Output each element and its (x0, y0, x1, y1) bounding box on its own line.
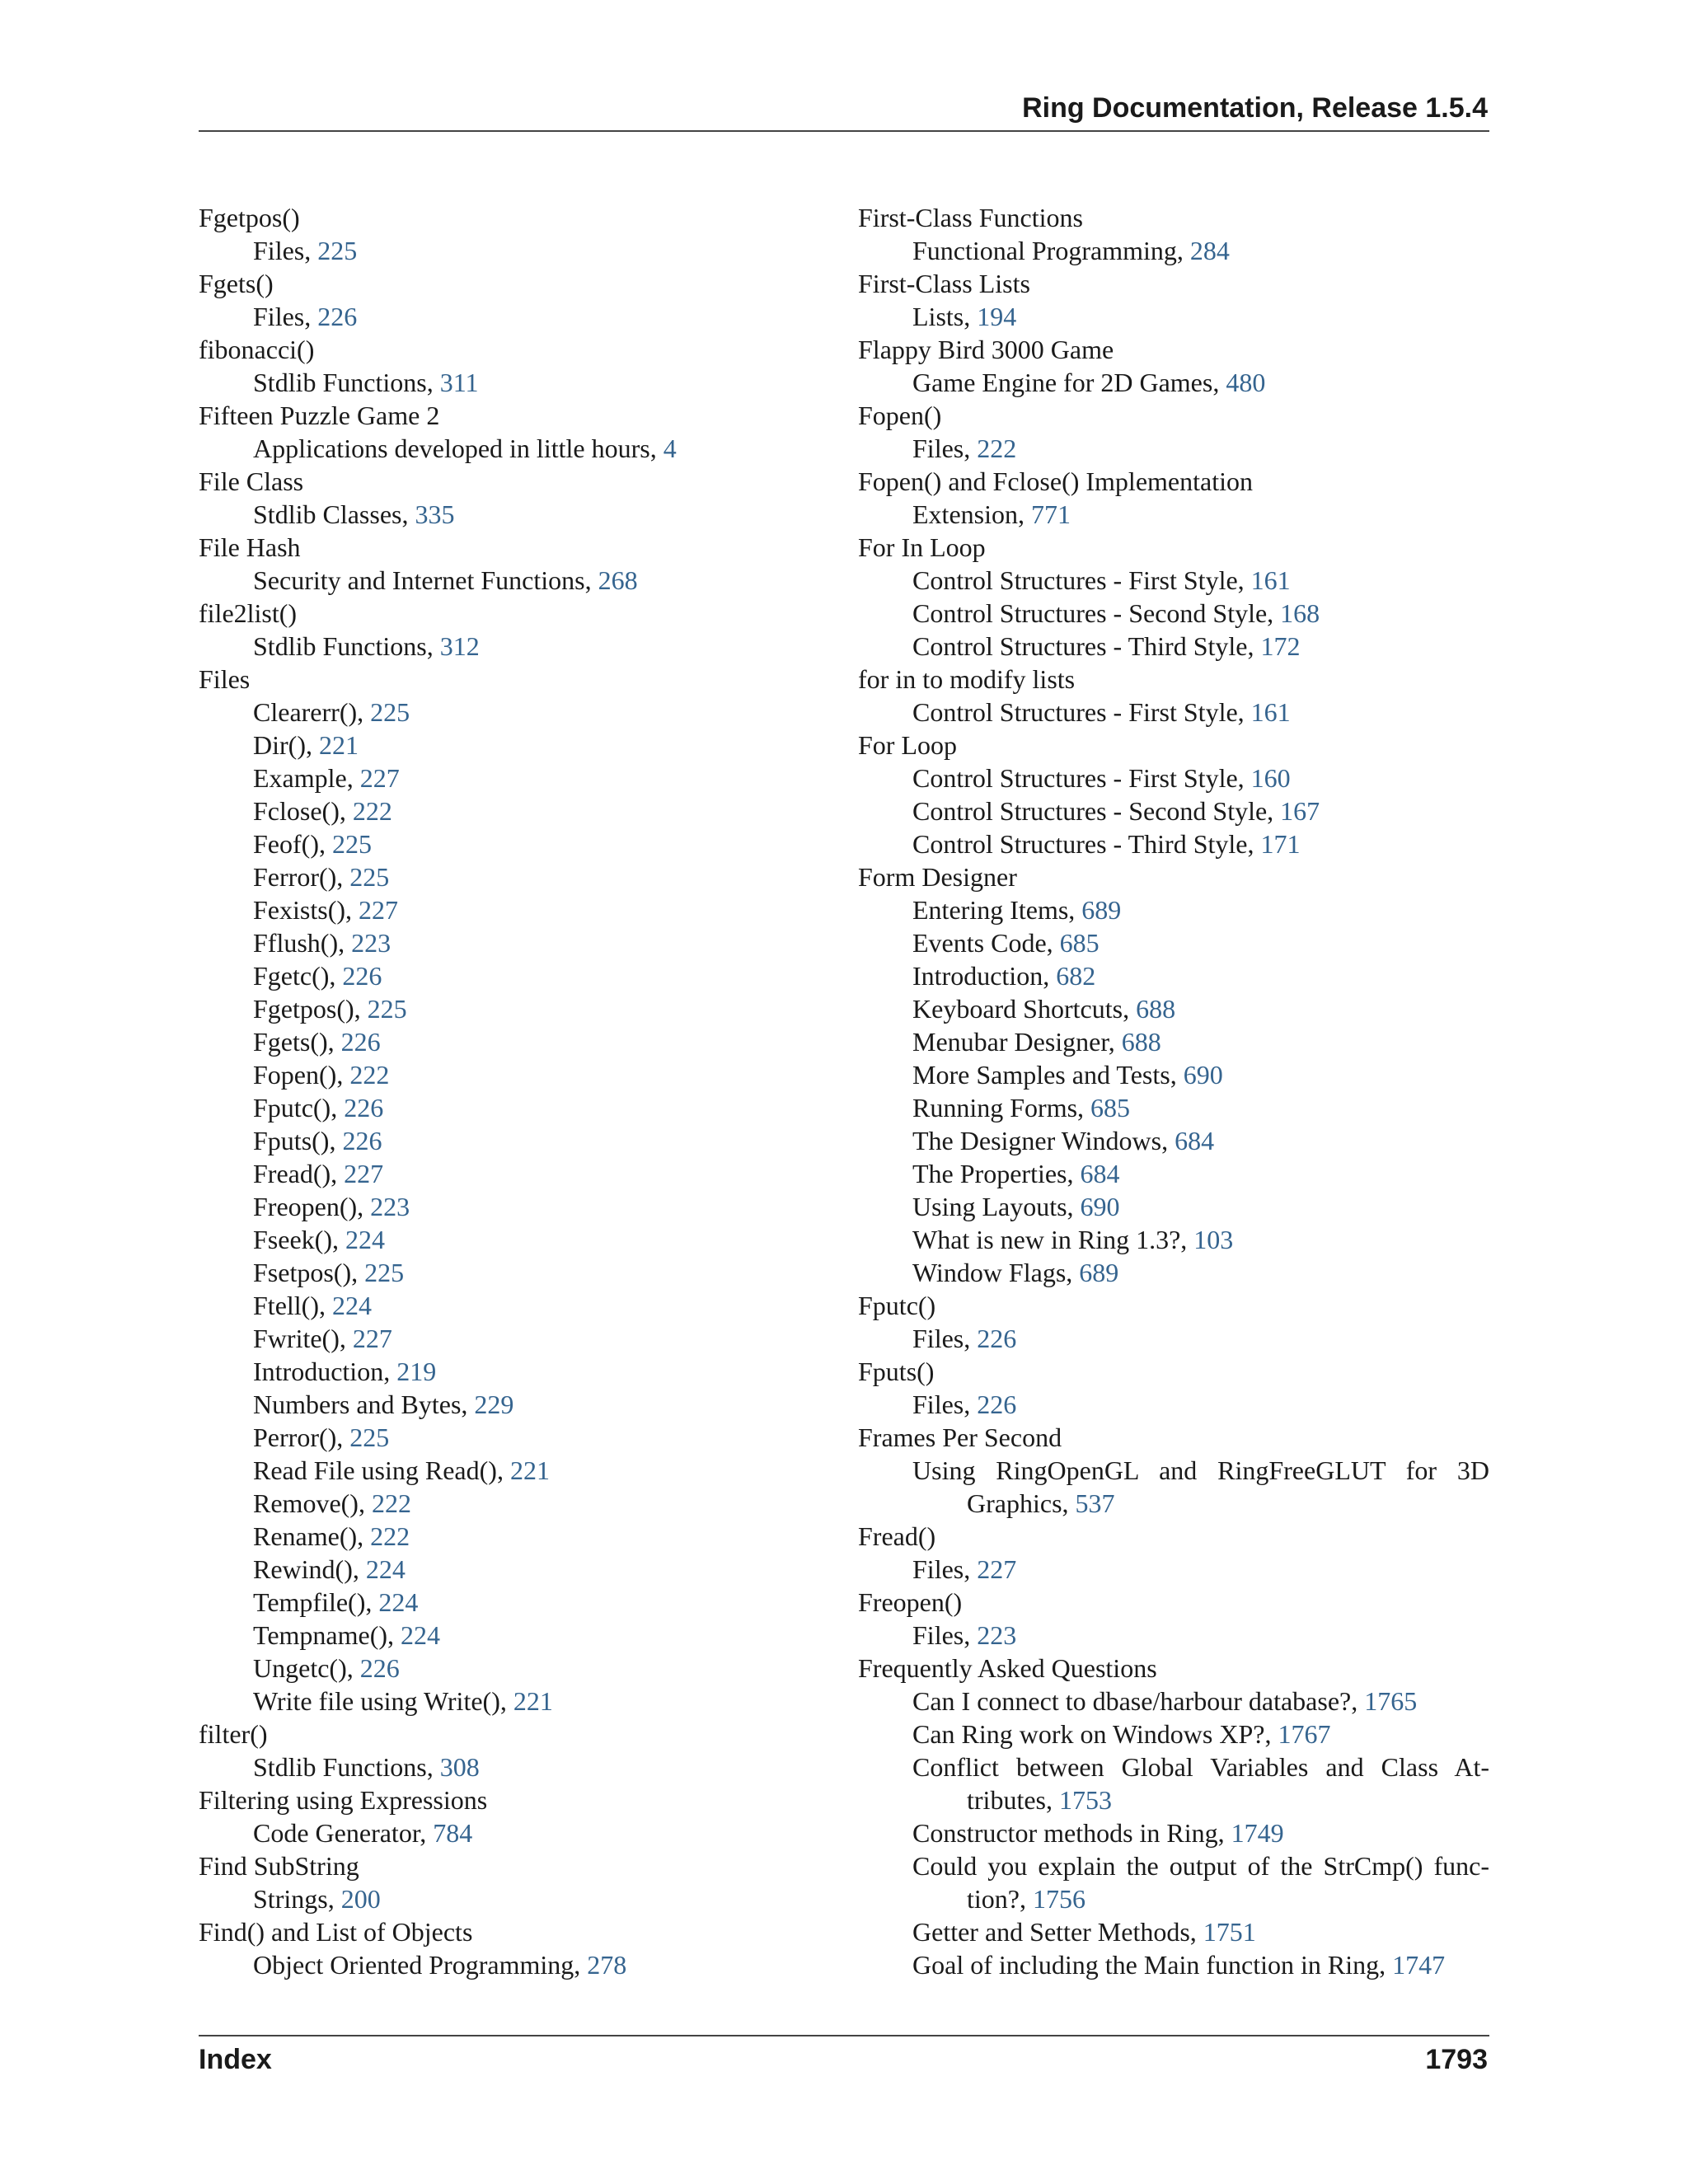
index-term: For Loop (858, 730, 957, 760)
index-subentry (199, 630, 792, 663)
page-link[interactable]: 226 (359, 1653, 400, 1683)
page-link[interactable]: 1753 (1058, 1785, 1112, 1815)
page-link[interactable]: 226 (344, 1093, 384, 1122)
subentry-label: Ftell(), (253, 1291, 332, 1320)
subentry-label: Window Flags, (912, 1258, 1080, 1287)
index-subentry (199, 1750, 792, 1783)
index-subentry (199, 794, 792, 827)
page-link[interactable]: 222 (349, 1060, 390, 1090)
index-subentry (858, 234, 1489, 267)
page-link[interactable]: 200 (340, 1884, 381, 1914)
index-subentry (199, 1124, 792, 1157)
index-entry (858, 729, 1489, 860)
page-link[interactable]: 171 (1260, 829, 1301, 859)
page-link[interactable]: 223 (370, 1192, 410, 1221)
index-subentry (858, 366, 1489, 399)
subentry-label: Fgets(), (253, 1027, 341, 1057)
index-subentry (199, 1157, 792, 1190)
page-link[interactable]: 229 (474, 1390, 514, 1419)
index-term: Fputs() (858, 1357, 935, 1386)
index-subentry (199, 926, 792, 959)
page-link[interactable]: 227 (352, 1324, 392, 1353)
index-subentry (199, 762, 792, 794)
index-entry (858, 1289, 1489, 1355)
subentry-label: More Samples and Tests, (912, 1060, 1184, 1090)
index-subentry (858, 1388, 1489, 1421)
subentry-label: Fputc(), (253, 1093, 345, 1122)
page-link[interactable]: 161 (1250, 697, 1291, 727)
subentry-label: Fgetc(), (253, 961, 343, 991)
subentry-label: Events Code, (912, 928, 1060, 958)
index-subentry (858, 300, 1489, 333)
page-link[interactable]: 284 (1189, 236, 1230, 265)
index-subentry (199, 1586, 792, 1619)
subentry-label: Files, (912, 1554, 978, 1584)
index-entry (858, 860, 1489, 1289)
page-link[interactable]: 1767 (1278, 1719, 1331, 1749)
page-link[interactable]: 226 (977, 1324, 1017, 1353)
page-link[interactable]: 784 (433, 1818, 473, 1848)
index-subentry (199, 1553, 792, 1586)
subentry-label: Write file using Write(), (253, 1686, 513, 1716)
index-subentry (858, 827, 1489, 860)
subentry-label: Using RingOpenGL and RingFreeGLUT for 3D Graphics, (912, 1455, 1489, 1518)
page-link[interactable]: 225 (349, 1422, 390, 1452)
index-subentry (858, 1915, 1489, 1948)
index-subentry (858, 992, 1489, 1025)
subentry-label: Feof(), (253, 829, 332, 859)
page-link[interactable]: 480 (1226, 368, 1266, 397)
index-entry (199, 1783, 792, 1849)
page-link[interactable]: 311 (439, 368, 479, 397)
page-link[interactable]: 161 (1250, 565, 1291, 595)
subentry-label: Rewind(), (253, 1554, 366, 1584)
page-link[interactable]: 226 (317, 302, 358, 331)
page-link[interactable]: 222 (370, 1521, 410, 1551)
page-link[interactable]: 308 (439, 1752, 480, 1782)
index-term: fibonacci() (199, 335, 315, 364)
index-subentry (858, 926, 1489, 959)
page-link[interactable]: 224 (365, 1554, 406, 1584)
page-link[interactable]: 221 (318, 730, 359, 760)
page-link[interactable]: 688 (1136, 994, 1176, 1024)
index-subentry (858, 1948, 1489, 1981)
index-subentry (199, 1948, 792, 1981)
index-subentry (858, 1025, 1489, 1058)
index-subentry (858, 794, 1489, 827)
index-subentry (858, 1157, 1489, 1190)
subentry-label: What is new in Ring 1.3?, (912, 1225, 1194, 1254)
index-entry (858, 399, 1489, 465)
subentry-label: Read File using Read(), (253, 1455, 510, 1485)
index-entry (199, 201, 792, 267)
page-link[interactable]: 685 (1059, 928, 1100, 958)
index-subentry (199, 1058, 792, 1091)
subentry-label: Stdlib Functions, (253, 368, 440, 397)
subentry-label: Fread(), (253, 1159, 345, 1188)
index-subentry (199, 1256, 792, 1289)
subentry-label: Can Ring work on Windows XP?, (912, 1719, 1278, 1749)
page-link[interactable]: 689 (1081, 895, 1122, 925)
page-link[interactable]: 682 (1056, 961, 1096, 991)
index-subentry (199, 1190, 792, 1223)
index-subentry (858, 498, 1489, 531)
subentry-label: Files, (912, 434, 978, 463)
index-subentry (199, 498, 792, 531)
index-subentry (199, 1652, 792, 1685)
page-link[interactable]: 225 (367, 994, 407, 1024)
index-term: For In Loop (858, 532, 986, 562)
index-subentry (199, 234, 792, 267)
index-entry (199, 465, 792, 531)
page-link[interactable]: 223 (977, 1620, 1017, 1650)
index-term: filter() (199, 1719, 268, 1749)
page-link[interactable]: 225 (364, 1258, 405, 1287)
index-subentry (858, 1553, 1489, 1586)
page-link[interactable]: 226 (340, 1027, 381, 1057)
subentry-label: The Properties, (912, 1159, 1081, 1188)
subentry-label: Fseek(), (253, 1225, 345, 1254)
index-entry (199, 399, 792, 465)
page-link[interactable]: 225 (317, 236, 358, 265)
index-entry (858, 663, 1489, 729)
subentry-label: Remove(), (253, 1488, 372, 1518)
subentry-label: Security and Internet Functions, (253, 565, 598, 595)
index-subentry (199, 1223, 792, 1256)
page-link[interactable]: 688 (1121, 1027, 1161, 1057)
footer-rule (199, 2035, 1489, 2036)
index-term: Freopen() (858, 1587, 963, 1617)
subentry-label: Running Forms, (912, 1093, 1091, 1122)
index-subentry (199, 1091, 792, 1124)
page-link[interactable]: 222 (352, 796, 392, 826)
index-column-left (199, 201, 792, 1981)
subentry-label: Fputs(), (253, 1126, 343, 1155)
index-term: Frames Per Second (858, 1422, 1062, 1452)
header-rule (199, 130, 1489, 132)
subentry-label: Stdlib Classes, (253, 499, 415, 529)
subentry-label: Goal of including the Main function in Ring, (912, 1950, 1393, 1980)
index-subentry (858, 1058, 1489, 1091)
index-term: Flappy Bird 3000 Game (858, 335, 1114, 364)
index-subentry (199, 564, 792, 597)
index-entry (858, 465, 1489, 531)
index-subentry (858, 1816, 1489, 1849)
subentry-label: Dir(), (253, 730, 319, 760)
subentry-label: Example, (253, 763, 360, 793)
index-subentry (858, 432, 1489, 465)
index-term: First-Class Lists (858, 269, 1030, 298)
index-subentry (858, 959, 1489, 992)
index-entry (858, 531, 1489, 663)
page-link[interactable]: 335 (415, 499, 455, 529)
subentry-label: Clearerr(), (253, 697, 371, 727)
page-link[interactable]: 194 (977, 302, 1017, 331)
index-subentry (199, 1816, 792, 1849)
subentry-label: Fwrite(), (253, 1324, 353, 1353)
index-subentry (199, 992, 792, 1025)
page-link[interactable]: 690 (1080, 1192, 1120, 1221)
index-subentry (199, 860, 792, 893)
subentry-label: Files, (912, 1324, 978, 1353)
index-term: Fopen() and Fclose() Implementation (858, 466, 1253, 496)
index-subentry (199, 1882, 792, 1915)
index-entry (199, 597, 792, 663)
page-link[interactable]: 1749 (1231, 1818, 1284, 1848)
index-subentry (858, 1454, 1489, 1520)
index-entry (199, 1849, 792, 1915)
subentry-label: Using Layouts, (912, 1192, 1081, 1221)
index-term: Fgets() (199, 269, 274, 298)
index-subentry (858, 1718, 1489, 1750)
page-link[interactable]: 221 (509, 1455, 550, 1485)
page-link[interactable]: 1756 (1032, 1884, 1085, 1914)
page-link[interactable]: 226 (977, 1390, 1017, 1419)
subentry-label: Rename(), (253, 1521, 371, 1551)
subentry-label: Getter and Setter Methods, (912, 1917, 1203, 1947)
index-term: Fread() (858, 1521, 936, 1551)
subentry-label: Lists, (912, 302, 978, 331)
index-entry (199, 333, 792, 399)
subentry-label: Code Generator, (253, 1818, 434, 1848)
index-subentry (199, 1487, 792, 1520)
subentry-label: Fsetpos(), (253, 1258, 365, 1287)
subentry-label: Entering Items, (912, 895, 1082, 925)
index-subentry (199, 1289, 792, 1322)
subentry-label: Files, (912, 1620, 978, 1650)
page-link[interactable]: 167 (1280, 796, 1320, 826)
index-term: First-Class Functions (858, 203, 1083, 232)
page-link[interactable]: 690 (1183, 1060, 1223, 1090)
index-term: file2list() (199, 598, 298, 628)
index-entry (199, 267, 792, 333)
index-subentry (199, 300, 792, 333)
index-subentry (858, 1124, 1489, 1157)
subentry-label: Constructor methods in Ring, (912, 1818, 1231, 1848)
page-link[interactable]: 685 (1090, 1093, 1131, 1122)
page-link[interactable]: 1747 (1392, 1950, 1446, 1980)
page-link[interactable]: 219 (396, 1357, 437, 1386)
index-subentry (858, 1322, 1489, 1355)
index-term: Find SubString (199, 1851, 359, 1881)
subentry-label: Fclose(), (253, 796, 353, 826)
subentry-label: Stdlib Functions, (253, 631, 440, 661)
index-subentry (199, 959, 792, 992)
page-link[interactable]: 225 (331, 829, 372, 859)
page-link[interactable]: 684 (1175, 1126, 1215, 1155)
index-entry (858, 201, 1489, 267)
subentry-label: Introduction, (912, 961, 1057, 991)
footer-section-label: Index (199, 2044, 272, 2075)
index-subentry (858, 1190, 1489, 1223)
index-term: Fopen() (858, 401, 942, 430)
index-term: Files (199, 664, 251, 694)
subentry-label: Strings, (253, 1884, 341, 1914)
index-entry (199, 531, 792, 597)
page-link[interactable]: 224 (401, 1620, 441, 1650)
page-link[interactable]: 172 (1260, 631, 1301, 661)
subentry-label: Control Structures - Third Style, (912, 631, 1261, 661)
index-subentry (199, 827, 792, 860)
subentry-label: Can I connect to dbase/harbour database?, (912, 1686, 1365, 1716)
index-subentry (858, 696, 1489, 729)
index-subentry (858, 1223, 1489, 1256)
subentry-label: Control Structures - First Style, (912, 697, 1251, 727)
index-subentry (858, 597, 1489, 630)
index-subentry (199, 1421, 792, 1454)
index-entry (199, 1718, 792, 1783)
page-link[interactable]: 1751 (1203, 1917, 1256, 1947)
page-link[interactable]: 537 (1075, 1488, 1115, 1518)
subentry-label: Files, (253, 302, 318, 331)
page-link[interactable]: 227 (977, 1554, 1017, 1584)
index-term: Find() and List of Objects (199, 1917, 473, 1947)
index-subentry (199, 366, 792, 399)
index-entry (858, 1355, 1489, 1421)
index-entry (858, 333, 1489, 399)
subentry-label: Fgetpos(), (253, 994, 368, 1024)
page-link[interactable]: 4 (663, 434, 677, 463)
page-link[interactable]: 227 (359, 895, 398, 925)
index-subentry (199, 1355, 792, 1388)
page-link[interactable]: 312 (439, 631, 480, 661)
index-subentry (858, 1619, 1489, 1652)
subentry-label: Control Structures - Third Style, (912, 829, 1261, 859)
page-link[interactable]: 225 (370, 697, 410, 727)
index-term: Fgetpos() (199, 203, 300, 232)
page-link[interactable]: 278 (587, 1950, 627, 1980)
subentry-label: Menubar Designer, (912, 1027, 1122, 1057)
subentry-label: Numbers and Bytes, (253, 1390, 475, 1419)
page-link[interactable]: 224 (378, 1587, 419, 1617)
subentry-label: Control Structures - First Style, (912, 763, 1251, 793)
index-entry (858, 267, 1489, 333)
index-subentry (858, 1685, 1489, 1718)
index-term: Fputc() (858, 1291, 936, 1320)
subentry-label: Object Oriented Programming, (253, 1950, 588, 1980)
index-subentry (858, 1750, 1489, 1816)
index-subentry (858, 762, 1489, 794)
footer-page-number: 1793 (1425, 2044, 1488, 2075)
index-entry (858, 1652, 1489, 1981)
index-subentry (199, 1025, 792, 1058)
subentry-label: Tempname(), (253, 1620, 401, 1650)
subentry-label: Files, (912, 1390, 978, 1419)
index-term: File Hash (199, 532, 301, 562)
subentry-label: Introduction, (253, 1357, 397, 1386)
page-link[interactable]: 684 (1080, 1159, 1120, 1188)
subentry-label: Applications developed in little hours, (253, 434, 663, 463)
subentry-label: Extension, (912, 499, 1031, 529)
subentry-label: Fflush(), (253, 928, 352, 958)
subentry-label: Freopen(), (253, 1192, 371, 1221)
page-link[interactable]: 221 (513, 1686, 553, 1716)
subentry-label: The Designer Windows, (912, 1126, 1175, 1155)
index-subentry (858, 1849, 1489, 1915)
page-link[interactable]: 225 (349, 862, 390, 892)
page-link[interactable]: 227 (344, 1159, 384, 1188)
subentry-label: Conflict between Global Variables and Class Attributes, (912, 1752, 1489, 1815)
index-subentry (199, 893, 792, 926)
page-link[interactable]: 268 (598, 565, 638, 595)
page-link[interactable]: 222 (371, 1488, 411, 1518)
index-subentry (199, 1322, 792, 1355)
index-entry (858, 1421, 1489, 1520)
index-term: Fifteen Puzzle Game 2 (199, 401, 440, 430)
index-subentry (858, 1091, 1489, 1124)
page-link[interactable]: 168 (1280, 598, 1320, 628)
index-column-right (858, 201, 1489, 1981)
subentry-label: Control Structures - First Style, (912, 565, 1251, 595)
page-link[interactable]: 226 (342, 961, 382, 991)
subentry-label: Game Engine for 2D Games, (912, 368, 1226, 397)
index-subentry (858, 893, 1489, 926)
index-subentry (199, 729, 792, 762)
subentry-label: Tempfile(), (253, 1587, 379, 1617)
page-link[interactable]: 103 (1193, 1225, 1234, 1254)
page-link[interactable]: 226 (342, 1126, 382, 1155)
index-subentry (199, 1685, 792, 1718)
index-subentry (858, 630, 1489, 663)
subentry-label: Perror(), (253, 1422, 350, 1452)
index-term: Filtering using Expressions (199, 1785, 488, 1815)
page-link[interactable]: 227 (359, 763, 400, 793)
index-entry (858, 1520, 1489, 1586)
subentry-label: Stdlib Functions, (253, 1752, 440, 1782)
index-entry (858, 1586, 1489, 1652)
index-subentry (199, 696, 792, 729)
index-term: File Class (199, 466, 304, 496)
subentry-label: Could you explain the output of the StrCmp() function?, (912, 1851, 1489, 1914)
subentry-label: Fexists(), (253, 895, 359, 925)
subentry-label: Files, (253, 236, 318, 265)
subentry-label: Control Structures - Second Style, (912, 796, 1281, 826)
page-link[interactable]: 689 (1079, 1258, 1119, 1287)
index-term: for in to modify lists (858, 664, 1076, 694)
page-link[interactable]: 222 (977, 434, 1017, 463)
index-subentry (199, 1388, 792, 1421)
index-subentry (858, 564, 1489, 597)
index-subentry (199, 1520, 792, 1553)
subentry-label: Ungetc(), (253, 1653, 360, 1683)
page-link[interactable]: 771 (1030, 499, 1071, 529)
page-link[interactable]: 224 (345, 1225, 385, 1254)
page-link[interactable]: 223 (351, 928, 392, 958)
subentry-label: Keyboard Shortcuts, (912, 994, 1137, 1024)
page-link[interactable]: 224 (331, 1291, 372, 1320)
index-entry (199, 663, 792, 1718)
subentry-label: Ferror(), (253, 862, 350, 892)
page-link[interactable]: 1765 (1364, 1686, 1418, 1716)
index-term: Form Designer (858, 862, 1017, 892)
index-term: Frequently Asked Questions (858, 1653, 1157, 1683)
index-subentry (199, 432, 792, 465)
index-entry (199, 1915, 792, 1981)
page-link[interactable]: 160 (1250, 763, 1291, 793)
subentry-label: Control Structures - Second Style, (912, 598, 1281, 628)
running-header-title: Ring Documentation, Release 1.5.4 (1022, 92, 1488, 124)
subentry-label: Fopen(), (253, 1060, 350, 1090)
index-subentry (199, 1454, 792, 1487)
subentry-label: Functional Programming, (912, 236, 1190, 265)
index-subentry (199, 1619, 792, 1652)
index-subentry (858, 1256, 1489, 1289)
